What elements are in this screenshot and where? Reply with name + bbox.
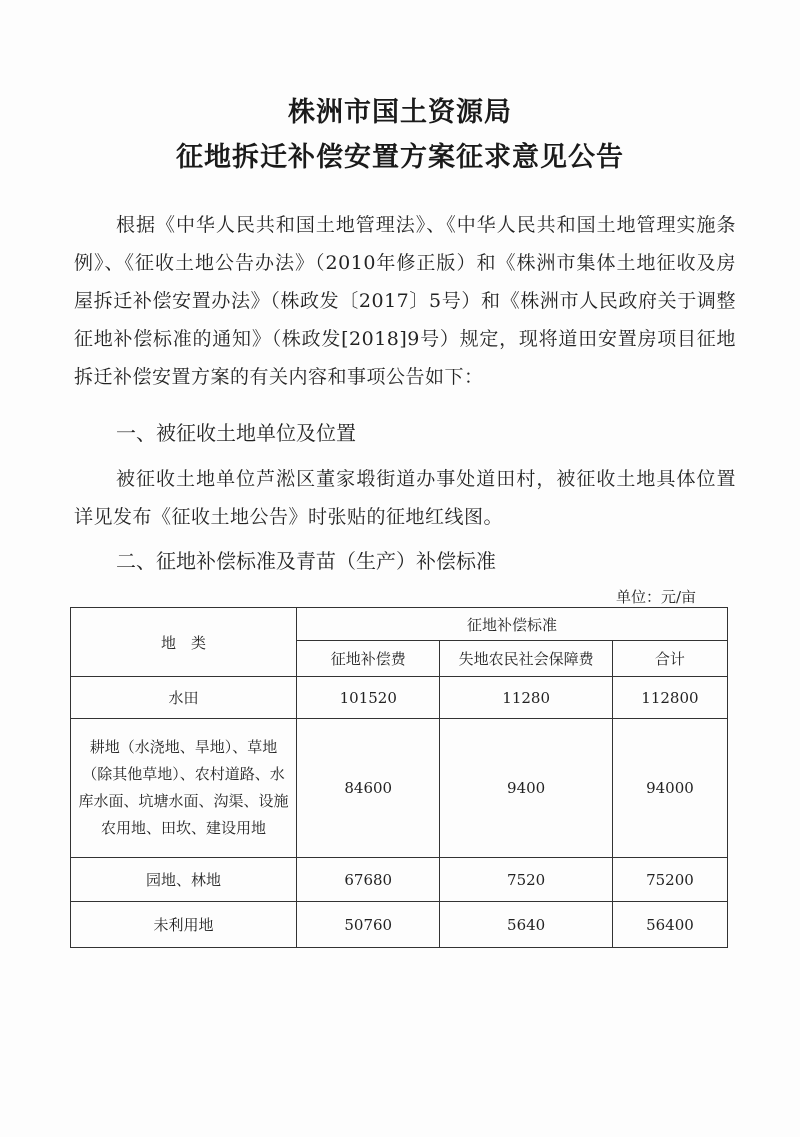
- table-row: [71, 719, 728, 858]
- section1-heading: 一、被征收土地单位及位置: [116, 421, 356, 445]
- section1-paragraph: 被征收土地单位芦淞区董家塅街道办事处道田村，被征收土地具体位置详见发布《征收土地公告》时张贴的征地红线图。: [74, 468, 736, 528]
- section2-heading: 二、征地补偿标准及青苗（生产）补偿标准: [116, 549, 496, 573]
- cell-compensation: 84600: [297, 719, 440, 858]
- document-title-issuer: 株洲市国土资源局: [288, 97, 512, 128]
- document-title-subject: 征地拆迁补偿安置方案征求意见公告: [176, 142, 624, 173]
- cell-total: 56400: [612, 902, 727, 948]
- header-compensation-fee: 征地补偿费: [297, 641, 440, 677]
- table-unit-label: 单位：元/亩: [615, 588, 696, 606]
- table-row: [71, 902, 728, 948]
- header-social-security-fee: 失地农民社会保障费: [440, 641, 612, 677]
- header-compensation-standard: 征地补偿标准: [297, 608, 728, 641]
- compensation-table: [70, 607, 728, 948]
- table-row: [71, 858, 728, 902]
- cell-total: 112800: [612, 677, 727, 719]
- cell-land-type: 未利用地: [71, 902, 297, 948]
- cell-compensation: 50760: [297, 902, 440, 948]
- table-header-row: [71, 608, 728, 641]
- cell-compensation: 101520: [297, 677, 440, 719]
- cell-social-security: 5640: [440, 902, 612, 948]
- cell-total: 94000: [612, 719, 727, 858]
- header-land-type: 地 类: [71, 608, 297, 677]
- cell-land-type: 耕地（水浇地、旱地）、草地（除其他草地）、农村道路、水库水面、坑塘水面、沟渠、设施农用地、田坎、建设用地: [71, 719, 297, 858]
- cell-social-security: 9400: [440, 719, 612, 858]
- cell-land-type: 园地、林地: [71, 858, 297, 902]
- cell-social-security: 7520: [440, 858, 612, 902]
- cell-land-type: 水田: [71, 677, 297, 719]
- intro-paragraph: 根据《中华人民共和国土地管理法》、《中华人民共和国土地管理实施条例》、《征收土地公告办法》（2010年修正版）和《株洲市集体土地征收及房屋拆迁补偿安置办法》（株政发〔2017〕5号）和《株洲市人民政府关于调整征地补偿标准的通知》（株政发[2018]9号）规定，现将道田安置房项目征地拆迁补偿安置方案的有关内容和事项公告如下：: [74, 214, 736, 388]
- cell-compensation: 67680: [297, 858, 440, 902]
- cell-total: 75200: [612, 858, 727, 902]
- table-row: [71, 677, 728, 719]
- cell-social-security: 11280: [440, 677, 612, 719]
- header-total: 合计: [612, 641, 727, 677]
